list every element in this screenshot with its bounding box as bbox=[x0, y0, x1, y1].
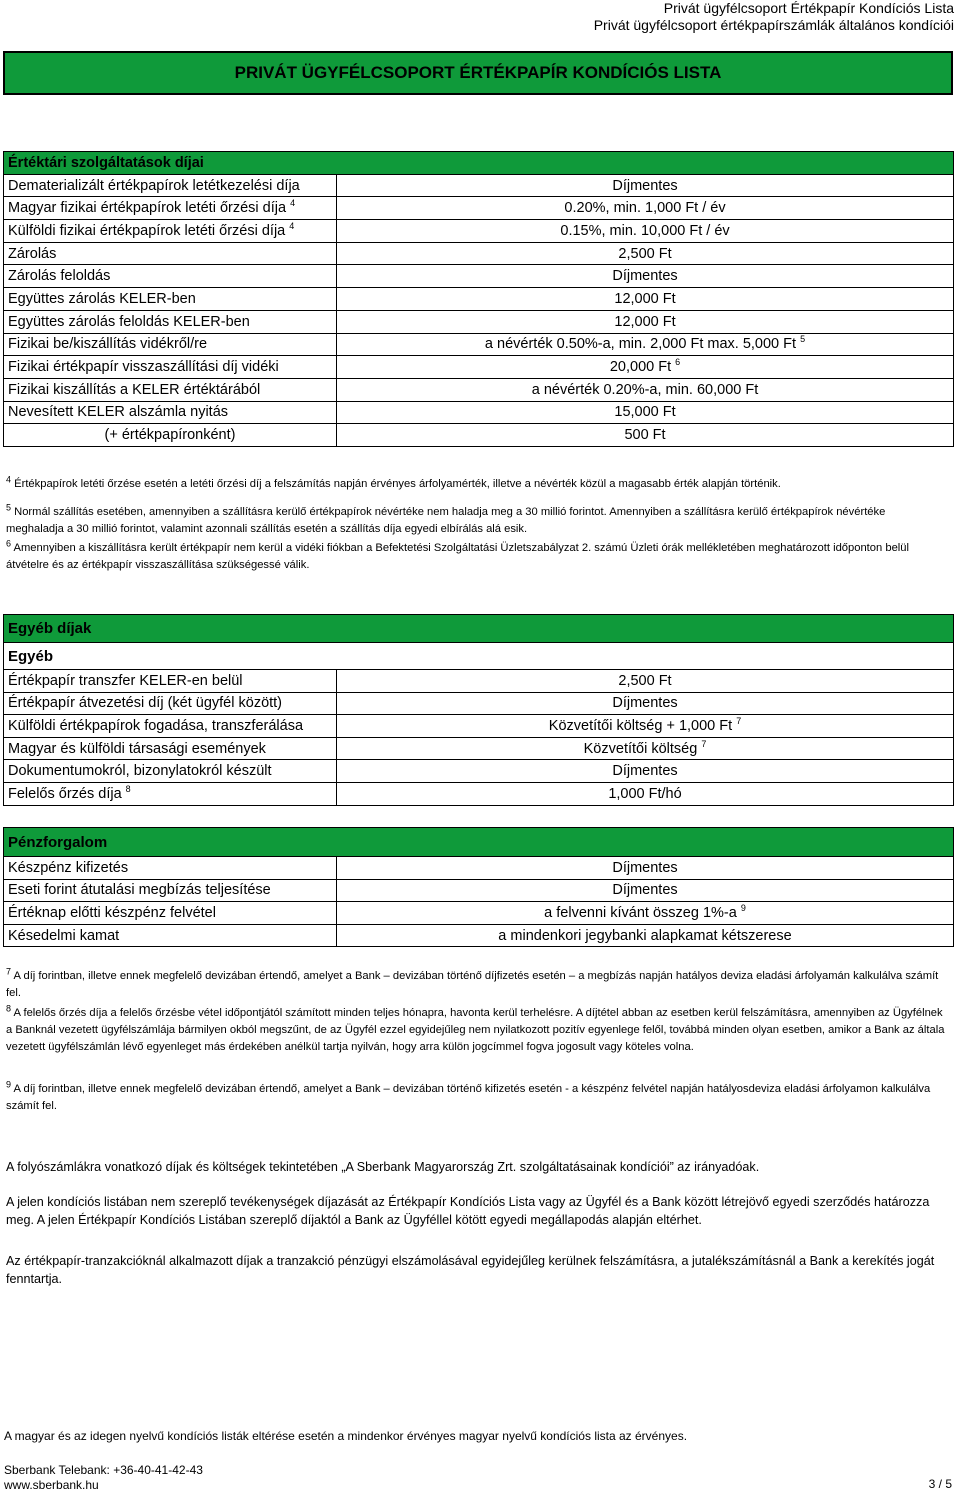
page-header bbox=[594, 0, 954, 34]
table-row bbox=[4, 242, 954, 265]
fee-label-text: Értékpapír transzfer KELER-en belül bbox=[8, 672, 243, 689]
fee-label-text: (+ értékpapíronként) bbox=[104, 427, 236, 444]
footnote-text: Amennyiben a kiszállításra került értékpapír nem kerül a vidéki fiókban a Befektetési Szolgáltatási Üzletszabályzat 2. számú Üzleti órák mellékletében meghatározott időponton belül átvételre és az értékpapír visszaszállítása szükségessé válik. bbox=[6, 542, 909, 571]
section-heading: Egyéb díjak bbox=[4, 615, 954, 643]
table-row bbox=[4, 333, 954, 356]
fee-value bbox=[337, 197, 954, 220]
table-row bbox=[4, 220, 954, 243]
fee-value-text: 20,000 Ft bbox=[609, 359, 672, 376]
fee-value bbox=[337, 356, 954, 379]
fee-value-text: Díjmentes bbox=[612, 177, 678, 194]
table-row bbox=[4, 197, 954, 220]
fee-label-text: Külföldi fizikai értékpapírok letéti őrzési díja bbox=[8, 222, 286, 239]
footnote-ref: 4 bbox=[289, 221, 295, 232]
footnote-text: Értékpapírok letéti őrzése esetén a letéti őrzési díj a felszámítás napján érvényes árfolyamérték, illetve a névérték közül a magasabb érték alapján történik. bbox=[14, 478, 781, 490]
footnote bbox=[6, 1081, 946, 1115]
fee-value bbox=[337, 220, 954, 243]
fee-value-text: Közvetítői költség + 1,000 Ft bbox=[548, 717, 733, 734]
paragraph-2: A jelen kondíciós listában nem szereplő tevékenységek díjazását az Értékpapír Kondíciós Lista vagy az Ügyfél és a Bank között létrejövő egyedi szerződés határozza meg. A jelen Értékpapír Kondíciós Listában szereplő díjaktól a Bank az Ügyféllel kötött egyedi megállapodás alapján eltérhet. bbox=[6, 1195, 930, 1227]
fee-value-text: 15,000 Ft bbox=[614, 404, 676, 421]
fee-label bbox=[4, 220, 337, 243]
fee-label-text: Magyar és külföldi társasági események bbox=[8, 740, 266, 757]
table-row bbox=[4, 424, 954, 447]
fee-label-text: Nevesített KELER alszámla nyitás bbox=[8, 404, 229, 421]
fee-value bbox=[337, 692, 954, 715]
footer-phone: Sberbank Telebank: +36-40-41-42-43 bbox=[4, 1463, 203, 1477]
document-title bbox=[3, 51, 953, 95]
footnote bbox=[6, 504, 946, 538]
table-row bbox=[4, 670, 954, 693]
fee-label bbox=[4, 242, 337, 265]
footnote bbox=[6, 540, 946, 574]
fee-label bbox=[4, 782, 337, 805]
fee-label-text: Együttes zárolás feloldás KELER-ben bbox=[8, 313, 250, 330]
fee-value-text: Díjmentes bbox=[612, 268, 678, 285]
fee-value bbox=[337, 310, 954, 333]
table-row bbox=[4, 902, 954, 925]
fee-label bbox=[4, 760, 337, 783]
footnote-ref: 7 bbox=[736, 716, 742, 727]
fee-label-text: Fizikai értékpapír visszaszállítási díj vidéki bbox=[8, 359, 279, 376]
footnote-number: 8 bbox=[6, 1003, 12, 1014]
fee-label bbox=[4, 692, 337, 715]
fee-label-text: Külföldi értékpapírok fogadása, transzferálása bbox=[8, 717, 304, 734]
fee-label bbox=[4, 857, 337, 880]
fee-label-text: Késedelmi kamat bbox=[8, 927, 120, 944]
fee-label bbox=[4, 737, 337, 760]
fee-value-text: Díjmentes bbox=[612, 859, 678, 876]
fee-value bbox=[337, 242, 954, 265]
fee-label bbox=[4, 174, 337, 197]
fee-label-text: Magyar fizikai értékpapírok letéti őrzési díja bbox=[8, 200, 287, 217]
footnote bbox=[6, 1005, 946, 1056]
other-fees-table bbox=[3, 614, 954, 806]
fee-label-text: Dokumentumokról, bizonylatokról készült bbox=[8, 763, 272, 780]
paragraph-3: Az értékpapír-tranzakcióknál alkalmazott díjak a tranzakció pénzügyi elszámolásával egyidejűleg kerülnek felszámításra, a jutalékszámításnál a Bank a kerekítés jogát fenntartja. bbox=[6, 1254, 935, 1286]
fee-value-text: 1,000 Ft/hó bbox=[608, 785, 682, 802]
fee-value-text: a névérték 0.50%-a, min. 2,000 Ft max. 5,000 Ft bbox=[484, 336, 797, 353]
fee-label bbox=[4, 378, 337, 401]
fee-label-text: Együttes zárolás KELER-ben bbox=[8, 290, 196, 307]
footnote-text: A felelős őrzés díja a felelős őrzésbe vétel időpontjától számított minden teljes hónapra, havonta kerül terhelésre. A díjtétel abban az esetben kerül felszámításra, amennyiben az Ügyfélnek a Banknál vezetett ügyfélszámlája bármilyen okból megszűnt, de az Ügyfél ezzel egyidejűleg nem nyilatkozott pozitív egyenlege felől, továbbá minden olyan esetben, amikor a Bank az általa vezetett ügyfélszámlán lévő egyenleget más érdekében anélkül tartja nyilván, hogy arra külön jogcímmel fogva jogosult vagy köteles volna. bbox=[6, 1007, 945, 1053]
fee-value-text: Díjmentes bbox=[612, 882, 678, 899]
footnote-ref: 6 bbox=[675, 357, 681, 368]
fee-label-text: Felelős őrzés díja bbox=[8, 785, 122, 802]
fee-value bbox=[337, 715, 954, 738]
fee-value bbox=[337, 879, 954, 902]
paragraph-1: A folyószámlákra vonatkozó díjak és költségek tekintetében „A Sberbank Magyarország Zrt. szolgáltatásainak kondíciói” az irányadóak. bbox=[6, 1160, 760, 1174]
fee-value-text: Közvetítői költség bbox=[583, 740, 698, 757]
footer-disclaimer: A magyar és az idegen nyelvű kondíciós listák eltérése esetén a mindenkor érvényes magyar nyelvű kondíciós lista az érvényes. bbox=[4, 1429, 688, 1443]
fee-label-text: Fizikai kiszállítás a KELER értéktárából bbox=[8, 381, 261, 398]
fee-label bbox=[4, 879, 337, 902]
footnote-ref: 7 bbox=[701, 738, 707, 749]
fee-value-text: 12,000 Ft bbox=[614, 313, 676, 330]
fee-value bbox=[337, 737, 954, 760]
document-title-text: PRIVÁT ÜGYFÉLCSOPORT ÉRTÉKPAPÍR KONDÍCIÓS LISTA bbox=[234, 63, 722, 82]
fee-value bbox=[337, 288, 954, 311]
fee-label-text: Fizikai be/kiszállítás vidékről/re bbox=[8, 336, 208, 353]
fee-value bbox=[337, 378, 954, 401]
footnote-text: A díj forintban, illetve ennek megfelelő devizában értendő, amelyet a Bank – devizában történő kifizetés esetén - a készpénz felvétel napján hatályosdeviza eladási árfolyamon kalkulálva számít fel. bbox=[6, 1083, 931, 1112]
cash-flow-table bbox=[3, 827, 954, 947]
securities-services-table bbox=[3, 151, 954, 447]
fee-value bbox=[337, 333, 954, 356]
footnote-number: 4 bbox=[6, 474, 12, 485]
fee-label bbox=[4, 333, 337, 356]
section-heading: Értéktári szolgáltatások díjai bbox=[4, 152, 954, 175]
table-row bbox=[4, 692, 954, 715]
table-row bbox=[4, 737, 954, 760]
footnote-text: A díj forintban, illetve ennek megfelelő devizában értendő, amelyet a Bank – devizában történő díjfizetés esetén – a megbízás napján hatályos deviza eladási árfolyamán kalkulálva számít fel. bbox=[6, 970, 939, 999]
header-line-2: Privát ügyfélcsoport értékpapírszámlák általános kondíciói bbox=[593, 17, 954, 33]
subsection-heading: Pénzforgalom bbox=[4, 828, 954, 857]
fee-label bbox=[4, 670, 337, 693]
table-row bbox=[4, 924, 954, 947]
footer-website[interactable]: www.sberbank.hu bbox=[4, 1478, 99, 1492]
fee-label-text: Zárolás bbox=[8, 245, 57, 262]
fee-value-text: Díjmentes bbox=[612, 695, 678, 712]
footnote-number: 7 bbox=[6, 966, 12, 977]
fee-value-text: 500 Ft bbox=[624, 427, 666, 444]
table-row bbox=[4, 760, 954, 783]
page-number: 3 / 5 bbox=[928, 1477, 952, 1491]
footnote bbox=[6, 968, 946, 1002]
table-row bbox=[4, 715, 954, 738]
table-row bbox=[4, 378, 954, 401]
fee-label bbox=[4, 197, 337, 220]
table-row bbox=[4, 782, 954, 805]
footnote bbox=[6, 476, 946, 493]
table-row bbox=[4, 310, 954, 333]
fee-label-text: Dematerializált értékpapírok letétkezelési díja bbox=[8, 177, 300, 194]
footnote-number: 9 bbox=[6, 1079, 12, 1090]
fee-value bbox=[337, 857, 954, 880]
table-row bbox=[4, 401, 954, 424]
table-row bbox=[4, 356, 954, 379]
footnote-ref: 9 bbox=[740, 903, 746, 914]
table-row bbox=[4, 265, 954, 288]
fee-value-text: 0.15%, min. 10,000 Ft / év bbox=[560, 222, 730, 239]
fee-label-text: Eseti forint átutalási megbízás teljesítése bbox=[8, 882, 271, 899]
table-row bbox=[4, 288, 954, 311]
footnote-ref: 4 bbox=[290, 198, 296, 209]
fee-label-text: Értéknap előtti készpénz felvétel bbox=[8, 904, 216, 921]
fee-label-text: Készpénz kifizetés bbox=[8, 859, 129, 876]
fee-label bbox=[4, 265, 337, 288]
fee-value-text: a felvenni kívánt összeg 1%-a bbox=[544, 904, 737, 921]
fee-value bbox=[337, 670, 954, 693]
fee-value bbox=[337, 174, 954, 197]
fee-value-text: 2,500 Ft bbox=[618, 672, 672, 689]
fee-label bbox=[4, 715, 337, 738]
fee-value-text: a mindenkori jegybanki alapkamat kétszerese bbox=[498, 927, 792, 944]
subsection-heading: Egyéb bbox=[4, 643, 954, 670]
header-line-1: Privát ügyfélcsoport Értékpapír Kondíciós Lista bbox=[663, 0, 954, 16]
fee-label bbox=[4, 424, 337, 447]
fee-label-text: Zárolás feloldás bbox=[8, 268, 111, 285]
footnote-number: 6 bbox=[6, 538, 12, 549]
fee-label bbox=[4, 401, 337, 424]
fee-value bbox=[337, 424, 954, 447]
footnote-number: 5 bbox=[6, 502, 12, 513]
fee-value bbox=[337, 265, 954, 288]
fee-label bbox=[4, 288, 337, 311]
fee-value bbox=[337, 924, 954, 947]
fee-value-text: 2,500 Ft bbox=[618, 245, 672, 262]
fee-label bbox=[4, 924, 337, 947]
table-row bbox=[4, 857, 954, 880]
fee-value bbox=[337, 401, 954, 424]
footnote-ref: 8 bbox=[125, 783, 131, 794]
fee-label bbox=[4, 902, 337, 925]
fee-value bbox=[337, 782, 954, 805]
table-row bbox=[4, 879, 954, 902]
fee-value-text: a névérték 0.20%-a, min. 60,000 Ft bbox=[531, 381, 759, 398]
fee-label bbox=[4, 310, 337, 333]
table-row bbox=[4, 174, 954, 197]
fee-value-text: 0.20%, min. 1,000 Ft / év bbox=[564, 200, 726, 217]
fee-label-text: Értékpapír átvezetési díj (két ügyfél között) bbox=[8, 695, 283, 712]
footnote-text: Normál szállítás esetében, amennyiben a szállításra kerülő értékpapírok névértéke nem haladja meg a 30 millió forintot. Amennyiben a szállításra kerülő értékpapírok névértéke meghaladja a 30 millió forintot, valamint azonnali szállítás esetén a szállítás díja egyedi elbírálás alá esik. bbox=[6, 506, 886, 535]
fee-value-text: 12,000 Ft bbox=[614, 290, 676, 307]
fee-label bbox=[4, 356, 337, 379]
fee-value-text: Díjmentes bbox=[612, 763, 678, 780]
fee-value bbox=[337, 760, 954, 783]
footnote-ref: 5 bbox=[800, 334, 806, 345]
fee-value bbox=[337, 902, 954, 925]
